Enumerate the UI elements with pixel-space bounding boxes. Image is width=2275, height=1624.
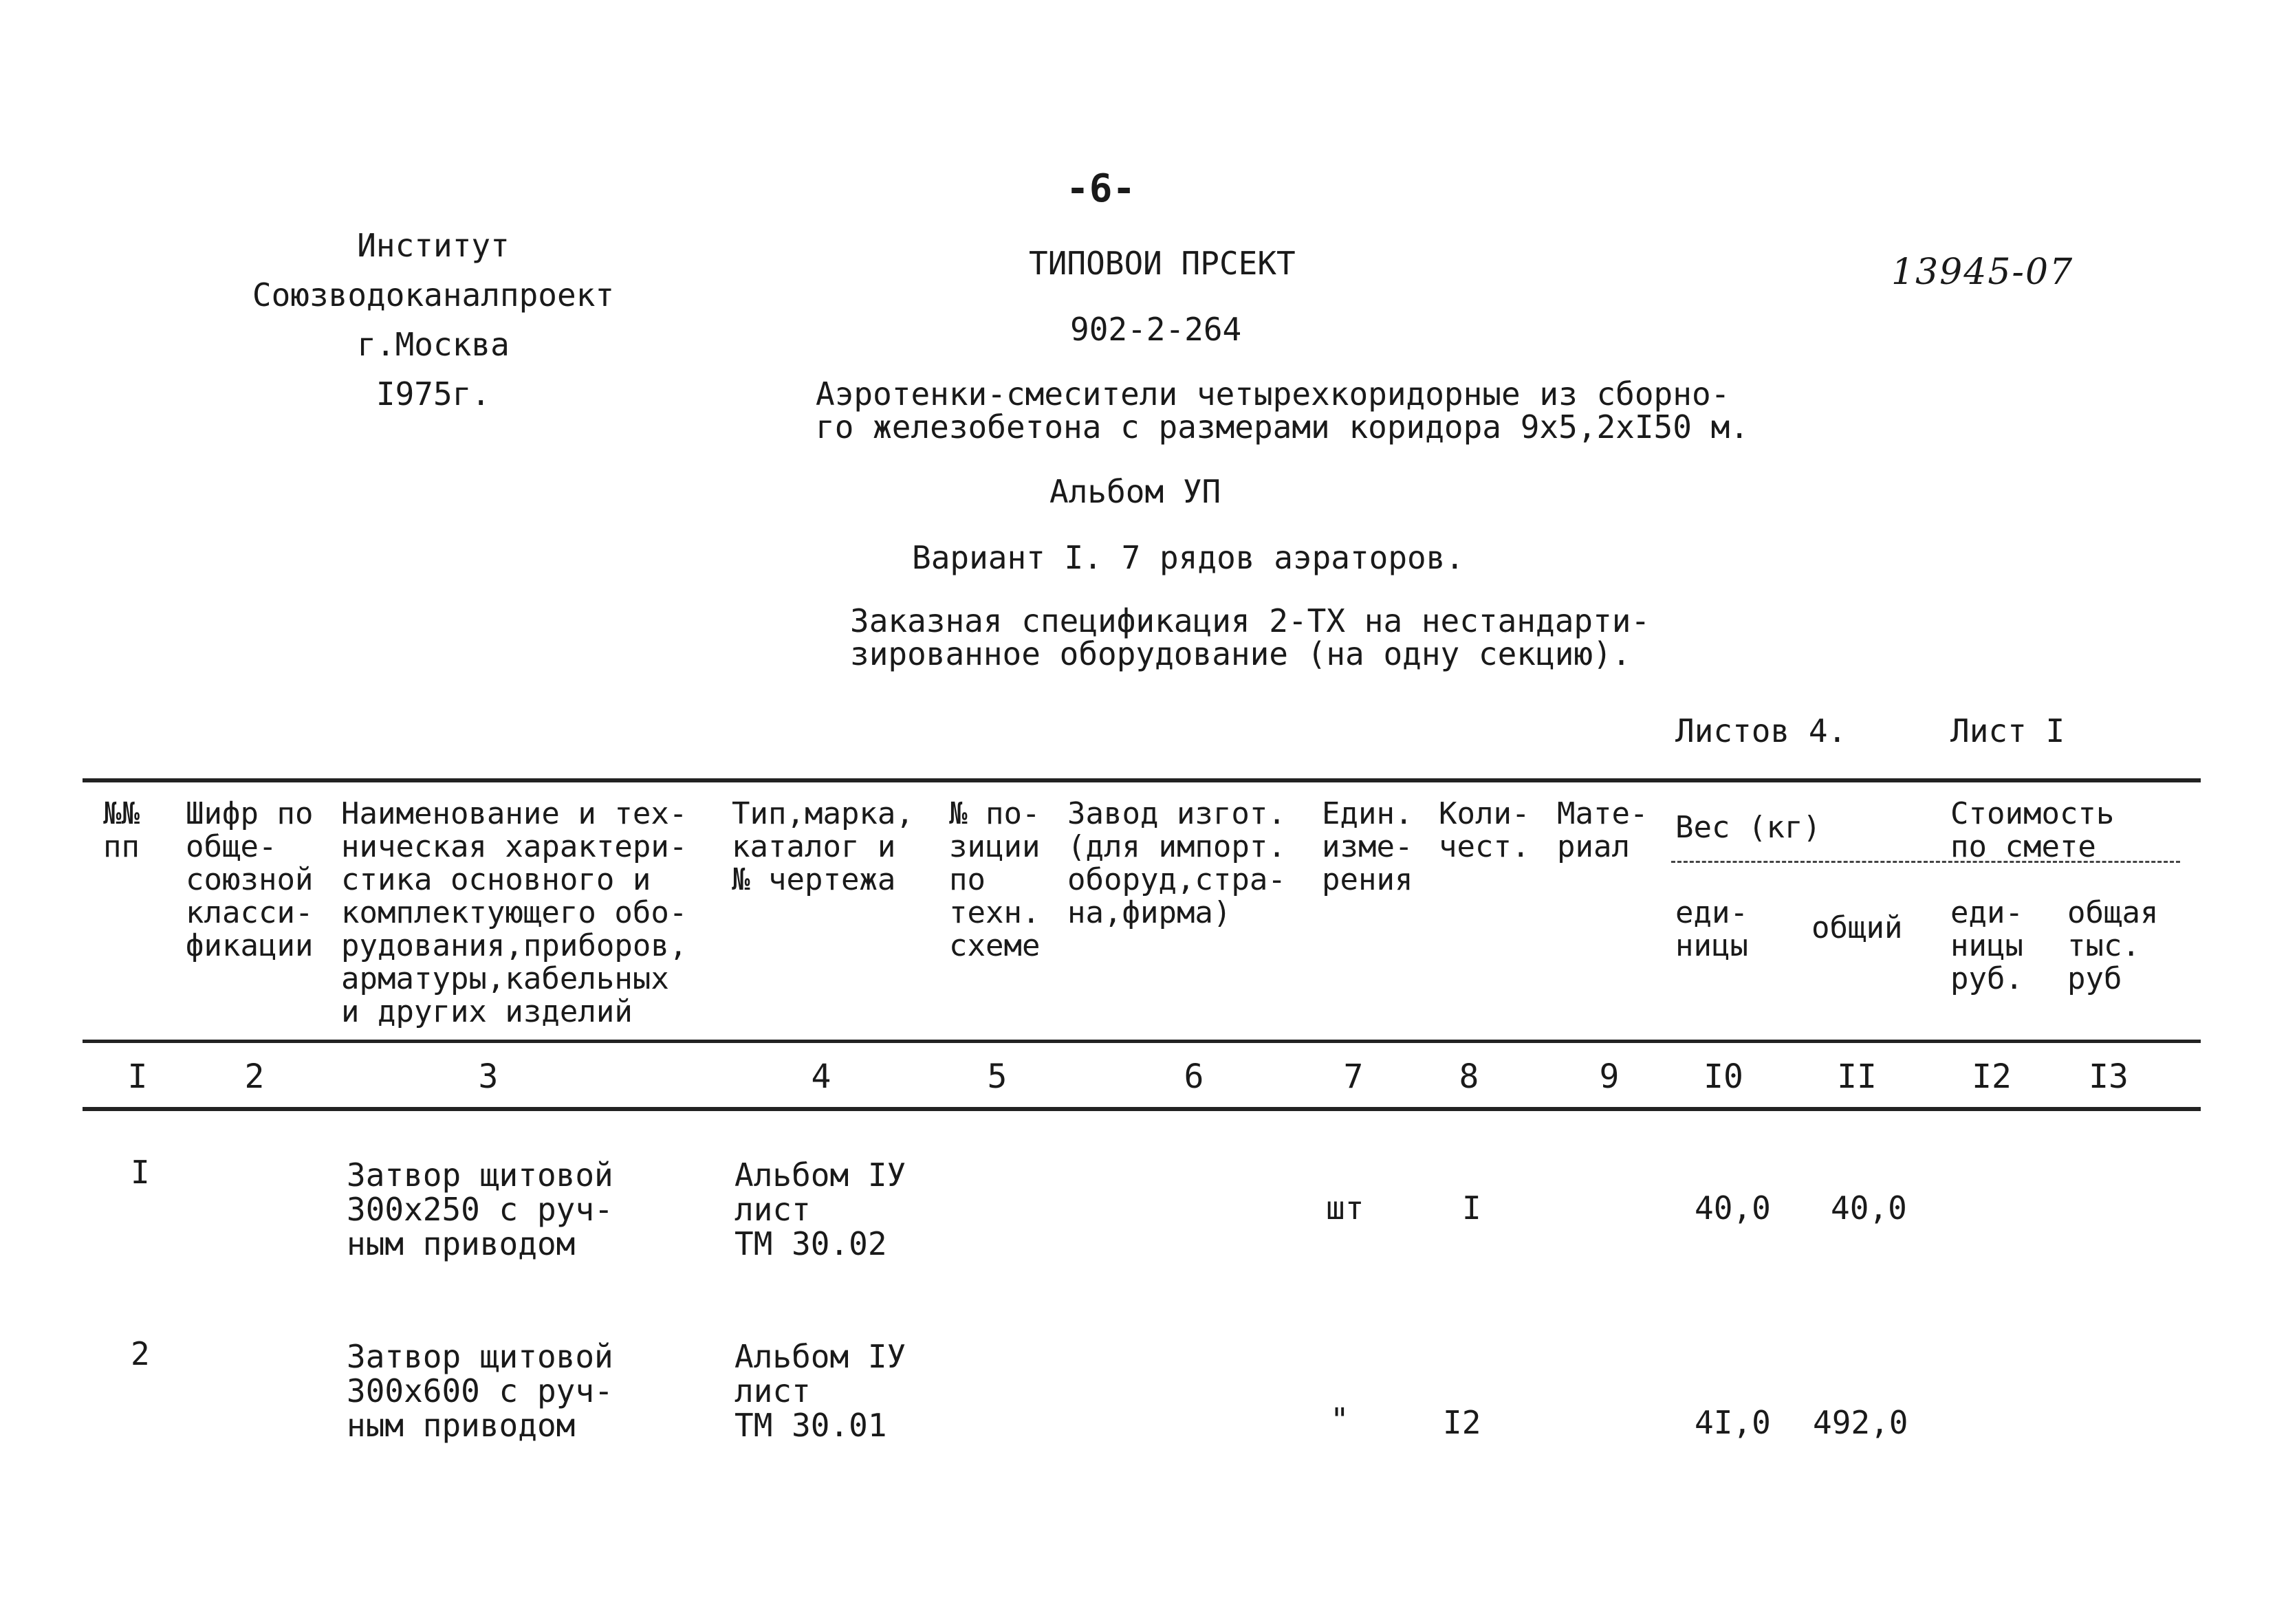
column-number-12: I2	[1972, 1057, 2012, 1096]
column-number-6: 6	[1184, 1057, 1204, 1096]
header-material: Мате- риал	[1557, 796, 1648, 864]
column-number-3: 3	[478, 1057, 499, 1096]
project-description-2: го железобетона с размерами коридора 9х5,2хI50 м.	[816, 408, 1750, 446]
row-unit: "	[1330, 1401, 1349, 1438]
row-weight-unit: 40,0	[1695, 1189, 1771, 1227]
row-qty: I2	[1443, 1404, 1481, 1441]
spec-title-1: Заказная спецификация 2-ТХ на нестандарти-	[850, 602, 1651, 639]
header-cost: Стоимость по смете	[1950, 796, 2115, 864]
column-number-5: 5	[987, 1057, 1008, 1096]
row-unit: шт	[1326, 1189, 1364, 1227]
sheets-total: Листов 4.	[1675, 712, 1847, 749]
header-type: Тип,марка, каталог и № чертежа	[732, 796, 914, 897]
project-description-1: Аэротенки-смесители четырехкоридорные из сборно-	[816, 375, 1730, 413]
spec-title-2: зированное оборудование (на одну секцию).	[850, 635, 1631, 672]
header-weight-unit: еди- ницы	[1675, 895, 1748, 963]
row-name: Затвор щитовой 300х250 с руч- ным приводом	[347, 1156, 613, 1262]
header-name: Наименование и тех- ническая характери- стика основного и комплектующего обо- рудования,приборов, арматуры,кабельных и других изделий	[341, 796, 688, 1029]
page-number: -6-	[1066, 166, 1136, 211]
stamp-number: 13945-07	[1891, 252, 2074, 293]
column-number-11: II	[1837, 1057, 1877, 1096]
header-weight: Вес (кг)	[1675, 810, 1821, 845]
header-cost-unit: еди- ницы руб.	[1950, 895, 2023, 996]
project-number: 902-2-264	[1070, 311, 1242, 348]
institute-name: Институт	[357, 227, 510, 264]
column-number-9: 9	[1599, 1057, 1620, 1096]
variant-label: Вариант I. 7 рядов аэраторов.	[912, 539, 1465, 576]
institute-year: I975г.	[375, 375, 491, 413]
header-position: № по- зиции по техн. схеме	[949, 796, 1041, 963]
header-code: Шифр по обще- союзной класси- фикации	[186, 796, 314, 963]
sheet-current: Лист I	[1950, 712, 2065, 749]
column-number-7: 7	[1343, 1057, 1364, 1096]
table-top-rule	[83, 778, 2201, 782]
column-number-10: I0	[1703, 1057, 1743, 1096]
row-number: 2	[131, 1335, 150, 1372]
table-header-rule	[83, 1040, 2201, 1043]
column-number-4: 4	[811, 1057, 831, 1096]
header-factory: Завод изгот. (для импорт. оборуд,стра- на,фирма)	[1067, 796, 1286, 930]
header-no: №№ пп	[103, 796, 140, 864]
column-number-13: I3	[2089, 1057, 2129, 1096]
table-numbers-rule	[83, 1107, 2201, 1111]
column-number-1: I	[127, 1057, 148, 1096]
row-type: Альбом IУ лист ТМ 30.02	[734, 1156, 906, 1262]
row-weight-total: 40,0	[1831, 1189, 1907, 1227]
header-qty: Коли- чест.	[1439, 796, 1530, 864]
header-unit: Един. изме- рения	[1322, 796, 1413, 897]
row-qty: I	[1462, 1189, 1481, 1227]
row-weight-total: 492,0	[1813, 1404, 1908, 1441]
album-label: Альбом УП	[1049, 473, 1221, 510]
row-number: I	[131, 1154, 150, 1191]
institute-city: г.Москва	[357, 326, 510, 363]
header-cost-total: общая тыс. руб	[2067, 895, 2159, 996]
column-number-2: 2	[244, 1057, 265, 1096]
project-title: ТИПОВОИ ПРСЕКТ	[1029, 245, 1296, 282]
row-weight-unit: 4I,0	[1695, 1404, 1771, 1441]
column-number-8: 8	[1459, 1057, 1479, 1096]
institute-org: Союзводоканалпроект	[252, 276, 615, 314]
header-weight-total: общий	[1811, 910, 1903, 945]
row-name: Затвор щитовой 300х600 с руч- ным приводом	[347, 1338, 613, 1444]
row-type: Альбом IУ лист ТМ 30.01	[734, 1338, 906, 1444]
